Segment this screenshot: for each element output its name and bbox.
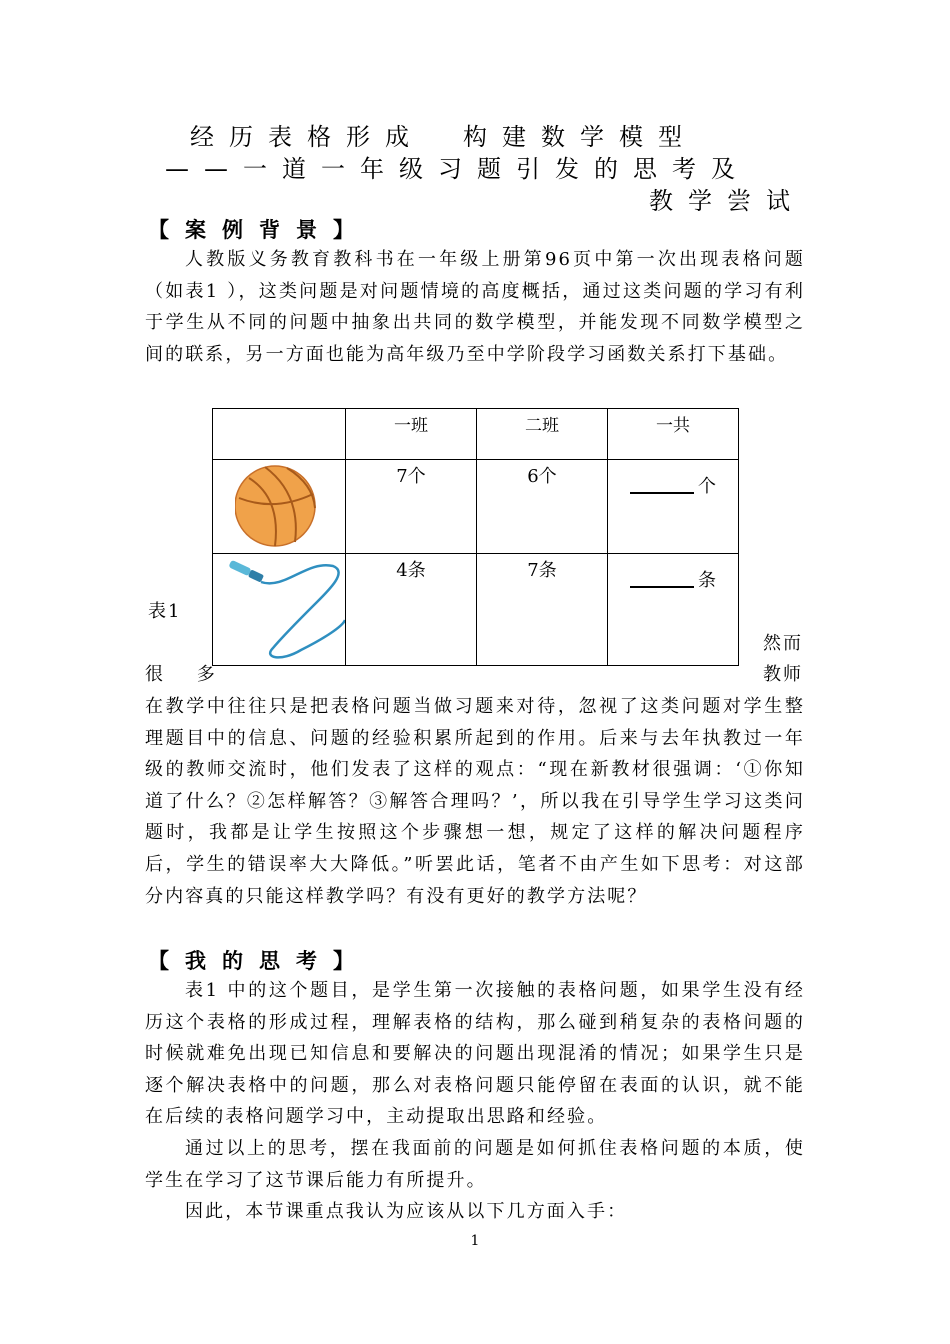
table-1 [212,408,739,666]
table-cell-blank: 条 [608,554,739,666]
wrap-text-left-bottom: 很 多 [145,664,229,685]
table-cell: 4条 [346,554,477,666]
paragraph-continuation [145,691,805,912]
table-header-class1: 一班 [346,409,477,460]
table-cell-blank: 个 [608,460,739,554]
table-header-total: 一共 [608,409,739,460]
wrap-text-right-bottom: 教师 [763,664,803,685]
title-line-1: 经历表格形成 构建数学模型 [190,123,697,151]
wrap-text-right-top: 然而 [763,633,803,654]
table-cell: 6个 [477,460,608,554]
table-row [213,554,739,666]
table-cell: 7个 [346,460,477,554]
paragraph-background-text: 人教版义务教育教科书在一年级上册第96页中第一次出现表格问题（如表1 ），这类问题是对问题情境的高度概括，通过这类问题的学习有利于学生从不同的问题中抽象出共同的数学模型，并能发现不同数学模型之间的联系，另一方面也能为高年级乃至中学阶段学习函数关系打下基础。 [145,249,805,365]
paragraph-thinking-3: 因此，本节课重点我认为应该从以下几方面入手： [185,1201,628,1223]
jump-rope-icon [215,556,345,660]
paragraph-continuation-text: 在教学中往往只是把表格问题当做习题来对待，忽视了这类问题对学生整理题目中的信息、问题的经验积累所起到的作用。后来与去年执教过一年级的教师交流时，他们发表了这样的观点：“现在新教材很强调：‘①你知道了什么？②怎样解答？③解答合理吗？’，所以我在引导学生学习这类问题时，我都是让学生按照这个步骤想一想，规定了这样的解决问题程序后，学生的错误率大大降低。”听罢此话，笔者不由产生如下思考：对这部分内容真的只能这样教学吗？有没有更好的教学方法呢？ [145,696,805,907]
table-cell-icon [213,460,346,554]
title-line-3: 教学尝试 [649,187,805,215]
basketball-icon [235,464,335,548]
answer-blank-line [630,586,694,588]
paragraph-thinking-1: 表1 中的这个题目，是学生第一次接触的表格问题，如果学生没有经历这个表格的形成过程，理解表格的结构，那么碰到稍复杂的表格问题的时候就难免出现已知信息和要解决的问题出现混淆的情况；如果学生只是逐个解决表格中的问题，那么对表格问题只能停留在表面的认识，就不能在后续的表格问题学习中，主动提取出思路和经验。 [145,980,805,1128]
table-row [213,460,739,554]
answer-blank-line [630,492,694,494]
paragraph-thinking-2: 通过以上的思考，摆在我面前的问题是如何抓住表格问题的本质，使学生在学习了这节课后能力有所提升。 [145,1137,805,1191]
section-heading-thinking: 【我的思考】 [148,949,370,973]
table-cell-icon [213,554,346,666]
table-cell: 7条 [477,554,608,666]
table-header-row [213,409,739,460]
page-number: 1 [470,1233,480,1249]
paragraph-thinking [145,975,805,1228]
table-caption: 表1 [148,601,182,622]
section-heading-background: 【案例背景】 [148,218,370,242]
table-header-class2: 二班 [477,409,608,460]
table-header-empty [213,409,346,460]
title-line-2: ——一道一年级习题引发的思考及 [165,155,750,183]
paragraph-background [145,244,805,370]
